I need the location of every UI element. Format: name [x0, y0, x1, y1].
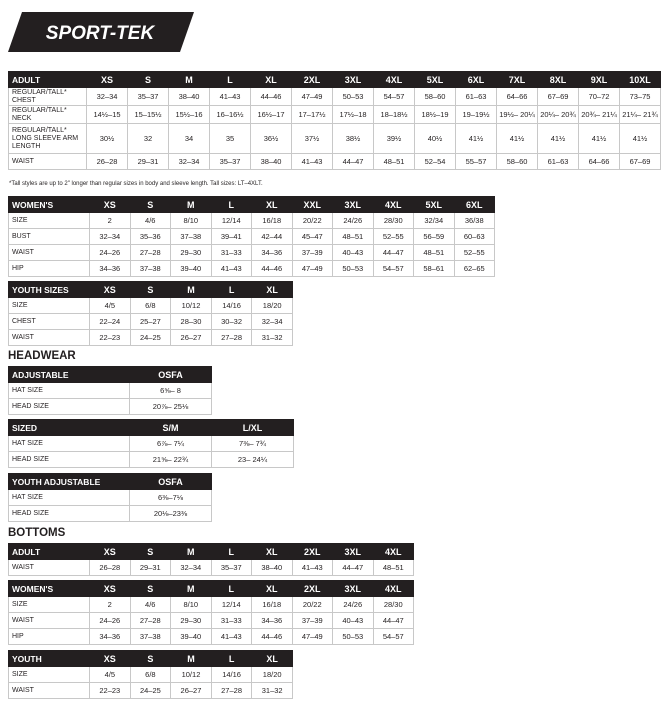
table-cell: 58–60 — [497, 154, 538, 170]
size-header: 7XL — [497, 72, 538, 88]
size-header: 10XL — [620, 72, 661, 88]
table-cell: 55–57 — [456, 154, 497, 170]
bottoms-title: BOTTOMS — [8, 527, 66, 539]
row-label: CHEST — [9, 314, 90, 330]
table-cell: 41–43 — [211, 629, 252, 645]
table-title: WOMEN'S — [9, 581, 90, 597]
table-cell: 10/12 — [171, 298, 212, 314]
size-header: XS — [87, 72, 128, 88]
table-cell: 24/26 — [333, 213, 374, 229]
table-cell: 36½ — [251, 124, 292, 154]
size-header: OSFA — [130, 474, 212, 490]
table-cell: 39–40 — [171, 261, 212, 277]
table-cell: 28/30 — [373, 597, 414, 613]
table-row — [9, 683, 293, 699]
table-cell: 32–34 — [252, 314, 293, 330]
table-cell: 24–25 — [130, 683, 171, 699]
table-cell: 20¼– 20¾ — [538, 106, 579, 124]
table-cell: 26–28 — [87, 154, 128, 170]
row-label: REGULAR/TALL* CHEST — [9, 88, 87, 106]
row-label: BUST — [9, 229, 90, 245]
size-header: 4XL — [373, 197, 414, 213]
table-cell: 32–34 — [169, 154, 210, 170]
table-cell: 48–51 — [333, 229, 374, 245]
table-cell: 26–27 — [171, 683, 212, 699]
table-cell: 2 — [90, 597, 131, 613]
table-cell: 31–32 — [252, 683, 293, 699]
row-label: WAIST — [9, 613, 90, 629]
table-cell: 14/16 — [211, 667, 252, 683]
table-cell: 50–53 — [333, 629, 374, 645]
table-cell: 61–63 — [456, 88, 497, 106]
table-cell: 39–40 — [171, 629, 212, 645]
table-cell: 18–18½ — [374, 106, 415, 124]
row-label: HEAD SIZE — [9, 399, 130, 415]
table-cell: 64–66 — [497, 88, 538, 106]
table-title: YOUTH — [9, 651, 90, 667]
table-cell: 12/14 — [211, 213, 252, 229]
table-cell: 16/18 — [252, 597, 293, 613]
table-row — [9, 436, 294, 452]
table-cell: 2 — [90, 213, 131, 229]
table-cell: 67–69 — [620, 154, 661, 170]
headwear-sized-table — [8, 419, 294, 468]
table-cell: 18/20 — [252, 298, 293, 314]
table-cell: 41–43 — [210, 88, 251, 106]
table-cell: 20/22 — [292, 213, 333, 229]
table-cell: 47–49 — [292, 88, 333, 106]
row-label: HEAD SIZE — [9, 452, 130, 468]
size-header: XL — [252, 282, 293, 298]
table-cell: 4/5 — [90, 667, 131, 683]
row-label: WAIST — [9, 154, 87, 170]
table-title: YOUTH ADJUSTABLE — [9, 474, 130, 490]
size-header: S — [130, 544, 171, 560]
table-row — [9, 597, 414, 613]
table-cell: 4/6 — [130, 213, 171, 229]
size-header: M — [171, 282, 212, 298]
table-cell: 27–28 — [130, 613, 171, 629]
table-cell: 38–40 — [169, 88, 210, 106]
size-header: M — [171, 197, 212, 213]
size-header: 4XL — [373, 544, 414, 560]
table-row — [9, 490, 212, 506]
row-label: HAT SIZE — [9, 490, 130, 506]
table-row — [9, 245, 495, 261]
table-cell: 45–47 — [292, 229, 333, 245]
size-header: XL — [252, 544, 293, 560]
table-cell: 24/26 — [333, 597, 374, 613]
table-cell: 35 — [210, 124, 251, 154]
table-cell: 6⅜–7⅛ — [130, 490, 212, 506]
row-label: REGULAR/TALL* LONG SLEEVE ARM LENGTH — [9, 124, 87, 154]
table-cell: 58–61 — [414, 261, 455, 277]
header-row — [9, 651, 293, 667]
size-header: M — [169, 72, 210, 88]
youth-size-table — [8, 281, 293, 346]
table-cell: 18½–19 — [415, 106, 456, 124]
table-cell: 21⅝– 22¾ — [130, 452, 212, 468]
table-cell: 12/14 — [211, 597, 252, 613]
table-cell: 41½ — [456, 124, 497, 154]
table-row — [9, 629, 414, 645]
table-row — [9, 88, 661, 106]
row-label: SIZE — [9, 597, 90, 613]
table-cell: 54–57 — [373, 261, 414, 277]
table-cell: 64–66 — [579, 154, 620, 170]
table-cell: 32 — [128, 124, 169, 154]
table-row — [9, 330, 293, 346]
headwear-youth-adjustable-table — [8, 473, 212, 522]
table-cell: 22–23 — [90, 683, 131, 699]
table-cell: 35–36 — [130, 229, 171, 245]
table-row — [9, 613, 414, 629]
table-cell: 35–37 — [211, 560, 252, 576]
table-cell: 17½–18 — [333, 106, 374, 124]
table-cell: 27–28 — [130, 245, 171, 261]
bottoms-adult-table — [8, 543, 414, 576]
table-cell: 37–38 — [130, 629, 171, 645]
size-header: L — [211, 651, 252, 667]
table-cell: 62–65 — [454, 261, 495, 277]
table-cell: 38½ — [333, 124, 374, 154]
size-header: 8XL — [538, 72, 579, 88]
table-row — [9, 298, 293, 314]
headwear-adjustable-table — [8, 366, 212, 415]
table-cell: 15–15½ — [128, 106, 169, 124]
size-header: 6XL — [454, 197, 495, 213]
table-cell: 16½–17 — [251, 106, 292, 124]
table-cell: 47–49 — [292, 629, 333, 645]
table-cell: 35–37 — [128, 88, 169, 106]
table-cell: 31–33 — [211, 613, 252, 629]
table-cell: 52–54 — [415, 154, 456, 170]
size-header: 5XL — [415, 72, 456, 88]
table-cell: 34–36 — [90, 261, 131, 277]
table-cell: 23– 24¼ — [212, 452, 294, 468]
table-row — [9, 229, 495, 245]
table-cell: 73–75 — [620, 88, 661, 106]
table-cell: 70–72 — [579, 88, 620, 106]
table-cell: 34–36 — [90, 629, 131, 645]
header-row — [9, 581, 414, 597]
header-row — [9, 367, 212, 383]
table-title: ADJUSTABLE — [9, 367, 130, 383]
table-cell: 44–46 — [252, 629, 293, 645]
table-cell: 40–43 — [333, 245, 374, 261]
table-cell: 7⅜– 7¾ — [212, 436, 294, 452]
header-row — [9, 544, 414, 560]
table-cell: 56–59 — [414, 229, 455, 245]
row-label: WAIST — [9, 245, 90, 261]
header-row — [9, 420, 294, 436]
table-cell: 31–32 — [252, 330, 293, 346]
table-row — [9, 106, 661, 124]
size-header: XL — [252, 581, 293, 597]
table-cell: 27–28 — [211, 330, 252, 346]
table-cell: 34 — [169, 124, 210, 154]
size-header: M — [171, 544, 212, 560]
table-cell: 16/18 — [252, 213, 293, 229]
table-cell: 41½ — [579, 124, 620, 154]
table-cell: 48–51 — [414, 245, 455, 261]
table-cell: 44–46 — [251, 88, 292, 106]
table-cell: 26–28 — [90, 560, 131, 576]
table-title: WOMEN'S — [9, 197, 90, 213]
size-header: S — [130, 197, 171, 213]
row-label: REGULAR/TALL* NECK — [9, 106, 87, 124]
sport-tek-logo — [8, 12, 194, 52]
row-label: SIZE — [9, 213, 90, 229]
table-cell: 44–47 — [373, 613, 414, 629]
table-cell: 8/10 — [171, 597, 212, 613]
table-title: SIZED — [9, 420, 130, 436]
size-header: OSFA — [130, 367, 212, 383]
table-cell: 24–25 — [130, 330, 171, 346]
table-cell: 39½ — [374, 124, 415, 154]
size-header: 3XL — [333, 544, 374, 560]
table-cell: 10/12 — [171, 667, 212, 683]
table-cell: 28–30 — [171, 314, 212, 330]
table-cell: 14½–15 — [87, 106, 128, 124]
row-label: HEAD SIZE — [9, 506, 130, 522]
table-cell: 20/22 — [292, 597, 333, 613]
table-cell: 41–43 — [292, 560, 333, 576]
table-cell: 36/38 — [454, 213, 495, 229]
adult-size-table — [8, 71, 661, 170]
table-cell: 25–27 — [130, 314, 171, 330]
table-cell: 29–31 — [128, 154, 169, 170]
table-row — [9, 154, 661, 170]
table-cell: 37½ — [292, 124, 333, 154]
table-cell: 27–28 — [211, 683, 252, 699]
size-header: XL — [251, 72, 292, 88]
size-header: 4XL — [374, 72, 415, 88]
size-header: L — [211, 581, 252, 597]
table-row — [9, 506, 212, 522]
table-cell: 14/16 — [211, 298, 252, 314]
size-header: 3XL — [333, 581, 374, 597]
table-cell: 38–40 — [251, 154, 292, 170]
size-header: 2XL — [292, 581, 333, 597]
table-cell: 26–27 — [171, 330, 212, 346]
size-header: XL — [252, 651, 293, 667]
table-cell: 32–34 — [87, 88, 128, 106]
table-cell: 37–38 — [171, 229, 212, 245]
table-cell: 61–63 — [538, 154, 579, 170]
size-header: L — [211, 544, 252, 560]
size-header: 9XL — [579, 72, 620, 88]
row-label: HAT SIZE — [9, 383, 130, 399]
table-cell: 47–49 — [292, 261, 333, 277]
table-cell: 29–30 — [171, 613, 212, 629]
row-label: HIP — [9, 629, 90, 645]
table-cell: 6⅞– 7¼ — [130, 436, 212, 452]
table-cell: 4/5 — [90, 298, 131, 314]
table-cell: 50–53 — [333, 261, 374, 277]
table-cell: 41–43 — [292, 154, 333, 170]
row-label: SIZE — [9, 298, 90, 314]
size-header: M — [171, 581, 212, 597]
size-header: 6XL — [456, 72, 497, 88]
size-header: XS — [90, 544, 131, 560]
size-header: L/XL — [212, 420, 294, 436]
table-cell: 31–33 — [211, 245, 252, 261]
table-cell: 28/30 — [373, 213, 414, 229]
table-cell: 48–51 — [374, 154, 415, 170]
row-label: SIZE — [9, 667, 90, 683]
size-header: 5XL — [414, 197, 455, 213]
size-header: XS — [90, 581, 131, 597]
table-cell: 8/10 — [171, 213, 212, 229]
header-row — [9, 474, 212, 490]
table-cell: 37–38 — [130, 261, 171, 277]
table-cell: 44–46 — [252, 261, 293, 277]
table-cell: 37–39 — [292, 613, 333, 629]
table-cell: 41½ — [620, 124, 661, 154]
table-cell: 67–69 — [538, 88, 579, 106]
table-cell: 20⅛–23⅜ — [130, 506, 212, 522]
table-cell: 22–24 — [90, 314, 131, 330]
table-cell: 30½ — [87, 124, 128, 154]
table-cell: 6/8 — [130, 298, 171, 314]
size-header: 3XL — [333, 197, 374, 213]
table-row — [9, 667, 293, 683]
size-header: 2XL — [292, 544, 333, 560]
table-cell: 18/20 — [252, 667, 293, 683]
size-header: 2XL — [292, 72, 333, 88]
size-header: S — [128, 72, 169, 88]
table-cell: 41½ — [538, 124, 579, 154]
table-row — [9, 399, 212, 415]
table-cell: 40½ — [415, 124, 456, 154]
table-cell: 40–43 — [333, 613, 374, 629]
size-header: S/M — [130, 420, 212, 436]
size-header: XS — [90, 651, 131, 667]
table-cell: 30–32 — [211, 314, 252, 330]
size-header: XS — [90, 282, 131, 298]
table-cell: 24–26 — [90, 245, 131, 261]
table-cell: 44–47 — [333, 154, 374, 170]
table-cell: 60–63 — [454, 229, 495, 245]
row-label: WAIST — [9, 330, 90, 346]
womens-size-table — [8, 196, 495, 277]
table-cell: 15½–16 — [169, 106, 210, 124]
table-row — [9, 314, 293, 330]
table-cell: 37–39 — [292, 245, 333, 261]
tall-sizes-note: *Tall styles are up to 2" longer than regular sizes in body and sleeve length. Tall sizes: LT–4XLT. — [9, 181, 263, 187]
table-row — [9, 383, 212, 399]
size-header: M — [171, 651, 212, 667]
table-row — [9, 261, 495, 277]
table-cell: 17–17½ — [292, 106, 333, 124]
table-cell: 32/34 — [414, 213, 455, 229]
table-cell: 24–26 — [90, 613, 131, 629]
row-label: WAIST — [9, 683, 90, 699]
table-title: ADULT — [9, 72, 87, 88]
size-header: L — [211, 282, 252, 298]
table-cell: 42–44 — [252, 229, 293, 245]
table-cell: 54–57 — [374, 88, 415, 106]
size-header: XXL — [292, 197, 333, 213]
header-row — [9, 197, 495, 213]
row-label: HAT SIZE — [9, 436, 130, 452]
table-cell: 4/6 — [130, 597, 171, 613]
table-cell: 32–34 — [171, 560, 212, 576]
table-cell: 29–30 — [171, 245, 212, 261]
row-label: WAIST — [9, 560, 90, 576]
table-cell: 44–47 — [373, 245, 414, 261]
table-title: YOUTH SIZES — [9, 282, 90, 298]
size-header: L — [210, 72, 251, 88]
table-cell: 50–53 — [333, 88, 374, 106]
header-row — [9, 282, 293, 298]
size-header: XL — [252, 197, 293, 213]
table-cell: 41½ — [497, 124, 538, 154]
size-header: S — [130, 581, 171, 597]
brand-text: SPORT-TEK — [45, 23, 155, 44]
table-cell: 58–60 — [415, 88, 456, 106]
size-header: XS — [90, 197, 131, 213]
table-cell: 19½– 20¼ — [497, 106, 538, 124]
table-cell: 35–37 — [210, 154, 251, 170]
table-cell: 20¾– 21¼ — [579, 106, 620, 124]
table-cell: 44–47 — [333, 560, 374, 576]
table-cell: 54–57 — [373, 629, 414, 645]
table-cell: 48–51 — [373, 560, 414, 576]
table-cell: 52–55 — [454, 245, 495, 261]
table-row — [9, 452, 294, 468]
table-cell: 6⅝– 8 — [130, 383, 212, 399]
table-row — [9, 124, 661, 154]
bottoms-youth-table — [8, 650, 293, 699]
table-cell: 41–43 — [211, 261, 252, 277]
table-cell: 39–41 — [211, 229, 252, 245]
headwear-title: HEADWEAR — [8, 350, 76, 362]
table-cell: 34–36 — [252, 245, 293, 261]
bottoms-womens-table — [8, 580, 414, 645]
table-cell: 52–55 — [373, 229, 414, 245]
table-cell: 6/8 — [130, 667, 171, 683]
table-cell: 29–31 — [130, 560, 171, 576]
table-title: ADULT — [9, 544, 90, 560]
table-row — [9, 560, 414, 576]
table-cell: 19–19½ — [456, 106, 497, 124]
row-label: HIP — [9, 261, 90, 277]
size-header: 4XL — [373, 581, 414, 597]
size-header: 3XL — [333, 72, 374, 88]
size-header: L — [211, 197, 252, 213]
table-cell: 34–36 — [252, 613, 293, 629]
table-cell: 38–40 — [252, 560, 293, 576]
size-header: S — [130, 282, 171, 298]
table-cell: 20⅞– 25⅛ — [130, 399, 212, 415]
table-cell: 16–16½ — [210, 106, 251, 124]
table-cell: 22–23 — [90, 330, 131, 346]
table-cell: 32–34 — [90, 229, 131, 245]
table-row — [9, 213, 495, 229]
header-row — [9, 72, 661, 88]
table-cell: 21¼– 21¾ — [620, 106, 661, 124]
size-header: S — [130, 651, 171, 667]
